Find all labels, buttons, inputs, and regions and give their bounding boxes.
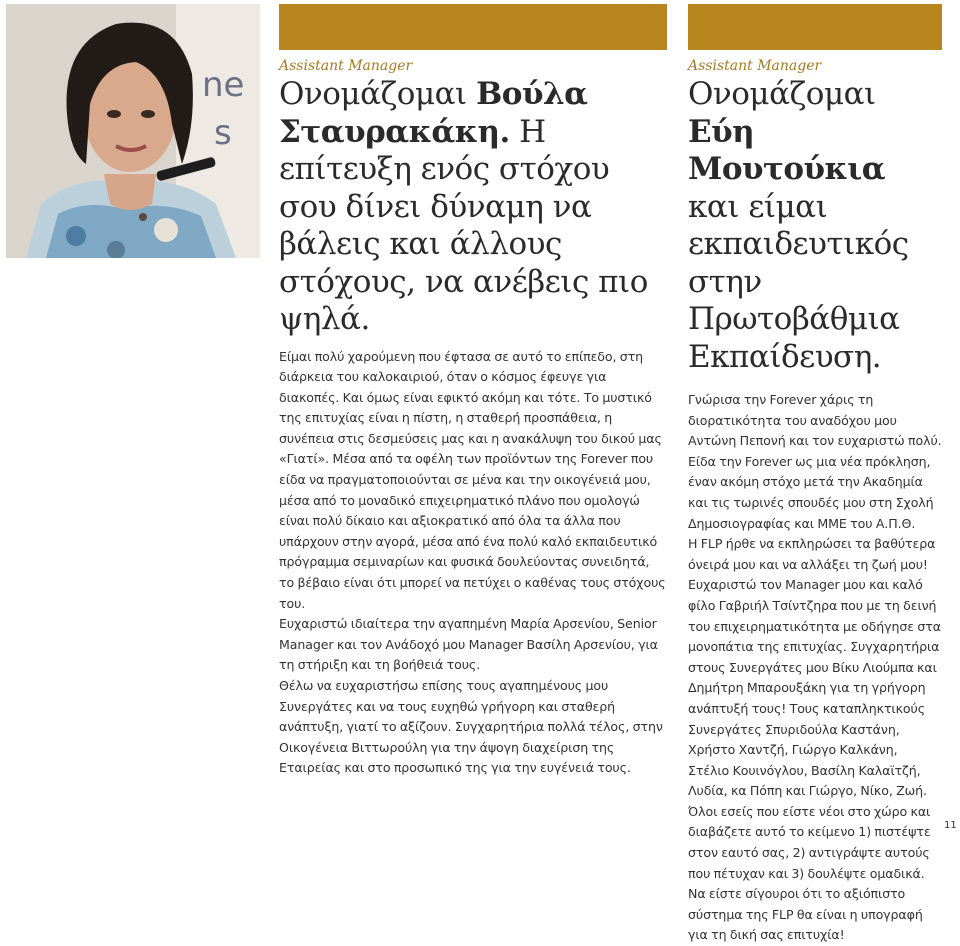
headline-rest: Η επίτευξη ενός στόχου σου δίνει δύναμη να βάλεις και άλλους στόχους, να ανέβεις πιο ψηλά. [279,113,648,337]
body-paragraph: Γνώρισα την Forever χάρις τη διορατικότητα του αναδόχου μου Αντώνη Πεπονή και τον ευχαριστώ πολύ. Είδα την Forever ως μια νέα πρόκληση, έναν ακόμη στόχο μετά την Ακαδημία και τις τωρινές σπουδές μου στη Σχολή Δημοσιογραφίας και ΜΜΕ του Α.Π.Θ. [688,392,942,531]
headline-intro: Ονομάζομαι [688,76,876,112]
headline-rest: και είμαι εκπαιδευτικός στην Πρωτοβάθμια Εκπαίδευση. [688,188,909,375]
article-headline [279,76,667,339]
headline-intro: Ονομάζομαι [279,76,477,112]
body-paragraph: Η FLP ήρθε να εκπληρώσει τα βαθύτερα όνειρά μου και να αλλάξει τη ζωή μου! Ευχαριστώ τον Manager μου και καλό φίλο Γαβριήλ Τσίντζηρα που με τη δεινή του επιχειρηματικότητα με οδήγησε στα μονοπάτια της επιτυχίας. Συγχαρητήρια στους Συνεργάτες μου Βίκυ Λιούμπα και Δημήτρη Μπαρουξάκη για τη γρήγορη ανάπτυξή τους! Τους καταπληκτικούς Συνεργάτες Σπυριδούλα Καστάνη, Χρήστο Χαντζή, Γιώργο Καλκάνη, Στέλιο Κουινόγλου, Βασίλη Καλαϊτζή, Λυδία, κα Πόπη και Γιώργο, Νίκο, Ζωή. Όλοι εσείς που είστε νέοι στο χώρο και διαβάζετε αυτό το κείμενο 1) πιστέψτε στον εαυτό σας, 2) αντιγράψτε αυτούς που πέτυχαν και 3) δουλέψτε ομαδικά. Να είστε σίγουροι ότι το αξιόπιστο σύστημα της FLP θα είναι η υπογραφή για τη δική σας επιτυχία! [688,536,941,943]
article-body [688,390,942,946]
body-paragraph: Ευχαριστώ ιδιαίτερα την αγαπημένη Μαρία Αρσενίου, Senior Manager και τον Ανάδοχό μου Manager Βασίλη Αρσενίου, για τη στήριξη και τη βοήθειά τους. [279,616,658,673]
page-number: 11 [944,820,957,831]
person-name: Εύη Μουτούκια [688,113,886,187]
role-title: Assistant Manager [279,58,413,74]
header-bar [279,4,667,50]
body-paragraph: Θέλω να ευχαριστήσω επίσης τους αγαπημένους μου Συνεργάτες και να τους ευχηθώ γρήγορη και σταθερή ανάπτυξη, γιατί το αξίζουν. Συγχαρητήρια πολλά τέλος, στην Οικογένεια Βιττωρούλη για την άψογη διαχείριση της Εταιρείας και στο προσωπικό της για την ευγένειά τους. [279,678,663,776]
role-title: Assistant Manager [688,58,822,74]
header-bar [688,4,942,50]
person-name: Βούλα Σταυρακάκη. [279,76,588,150]
left-article [279,4,667,779]
article-body [279,347,667,779]
body-paragraph: Είμαι πολύ χαρούμενη που έφτασα σε αυτό το επίπεδο, στη διάρκεια του καλοκαιριού, όταν ο κόσμος έφευγε για διακοπές. Και όμως είναι εφικτό ακόμη και τότε. Το μυστικό της επιτυχίας είναι η πίστη, η σταθερή προσπάθεια, η συνέπεια στις δεσμεύσεις μας και η ανακάλυψη του δικού μας «Γιατί». Μέσα από τα οφέλη των προϊόντων της Forever που είδα να πραγματοποιούνται σε μένα και την οικογένειά μου, μέσα από το μοναδικό επιχειρηματικό πλάνο που ομολογώ είναι πολύ δίκαιο και αξιοκρατικό από όλα τα άλλα που υπάρχουν στην αγορά, μέσα από ένα πολύ καλό εκπαιδευτικό πρόγραμμα σεμιναρίων και φυσικά δουλεύοντας συνειδητά, το βέβαιο είναι ότι μπορεί να πετύχει ο καθένας τους στόχους του. [279,348,666,611]
svg-text:s: s [214,113,232,153]
portrait-photo [6,4,260,258]
right-article [688,4,942,946]
article-headline [688,76,942,376]
svg-text:ne: ne [202,65,245,105]
